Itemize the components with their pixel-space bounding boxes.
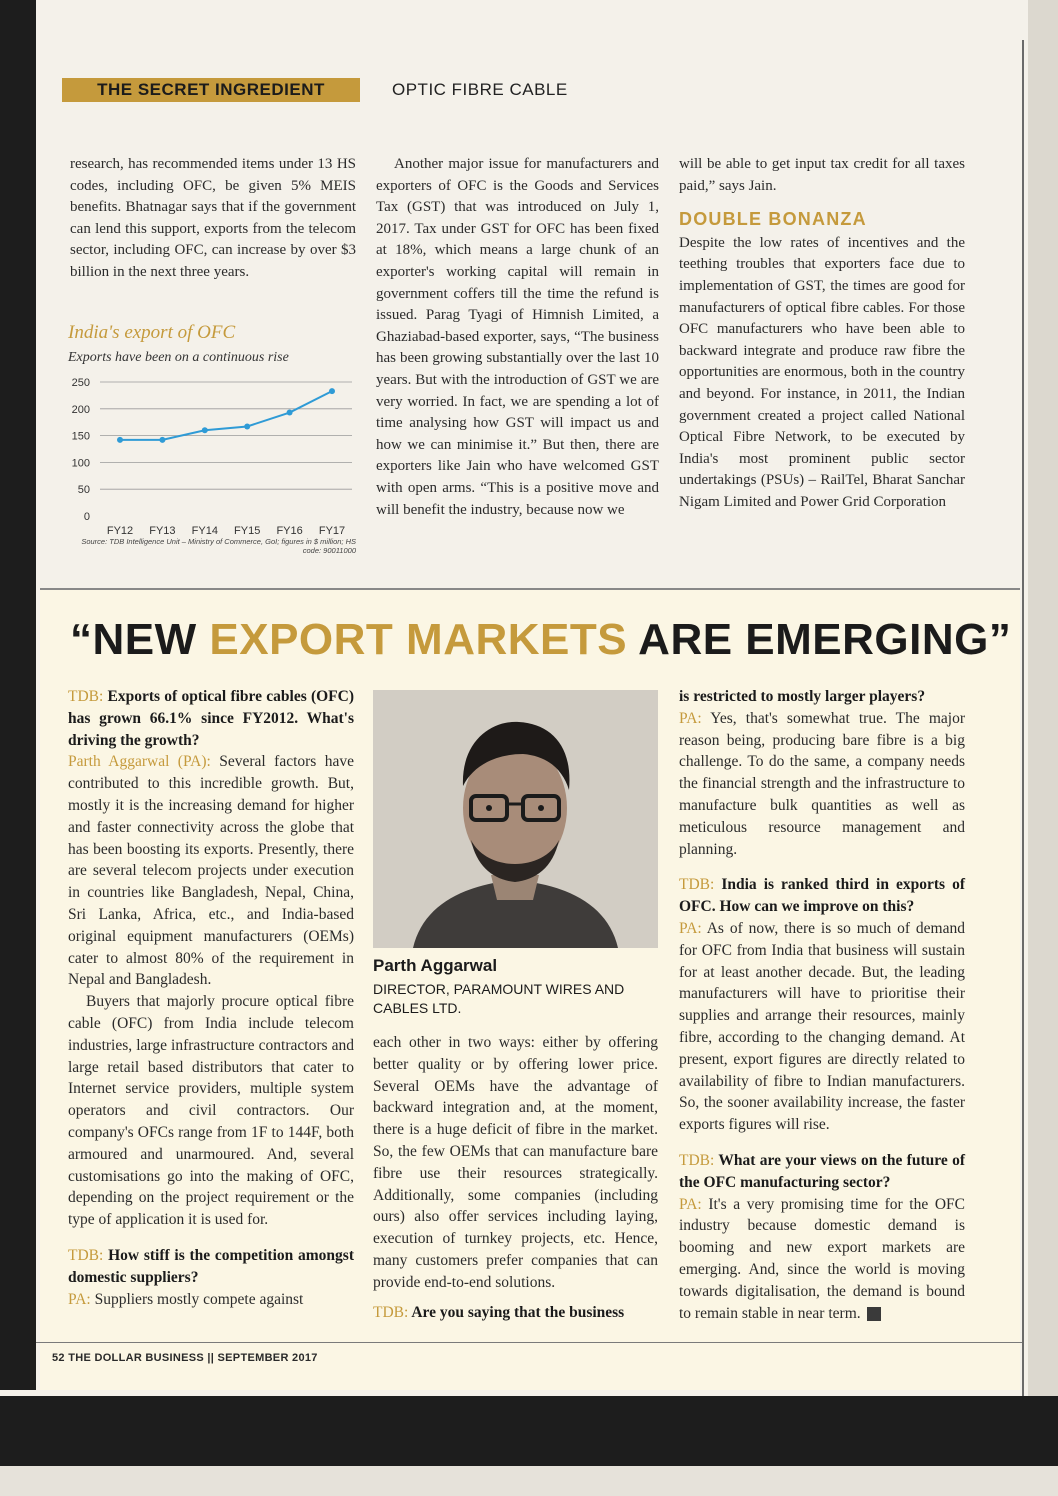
answer-text: each other in two ways: either by offering better quality or by offering lower price. Several OEMs have the advantage of backward integration and, at the moment, there is a huge deficit of fibre in the market. So, the few OEMs that can manufacture bare fibre use their resources strategically. Additionally, some companies (including ours) also offer services including laying, execution of turnkey projects, etc. Hence, many customers prefer companies that can provide end-to-end solutions. <box>373 1034 658 1291</box>
answer-text: As of now, there is so much of demand for OFC from India that business will sustain for at least another decade. But, the leading manufacturers will have to prioritise their supplies and arrange their resources, mainly fibre, according to the changing demand. At present, export figures are directly related to availability of fibre to Indian manufacturers. So, the sooner availability increase, the faster exports figures will rise. <box>679 919 965 1134</box>
photo-caption-name: Parth Aggarwal <box>373 956 498 975</box>
question <box>68 686 354 751</box>
pa-tag: PA: <box>679 1195 702 1213</box>
question-text: How stiff is the competition amongst domestic suppliers? <box>68 1246 355 1286</box>
series-line <box>120 391 332 440</box>
headline-part: “NEW <box>70 615 210 664</box>
answer-text: It's a very promising time for the OFC industry because domestic demand is booming and new export markets are emerging. And, since the world is moving towards digitalisation, the demand is bound to remain stable in near term. <box>679 1195 965 1322</box>
data-point <box>287 410 293 416</box>
photo-caption-role: DIRECTOR, PARAMOUNT WIRES AND CABLES LTD. <box>373 981 625 1016</box>
data-point <box>202 427 208 433</box>
question <box>679 1150 965 1194</box>
question-text: What are your views on the future of the OFC manufacturing sector? <box>679 1151 965 1191</box>
interview-column-3 <box>679 686 965 1324</box>
data-point <box>117 437 123 443</box>
article-column-1 <box>70 154 356 284</box>
headline-highlight: EXPORT MARKETS <box>209 615 628 664</box>
tdb-tag: TDB: <box>679 876 715 894</box>
answer <box>68 751 354 991</box>
x-tick-label: FY16 <box>276 525 303 537</box>
answer-text: Buyers that majorly procure optical fibre cable (OFC) from India include telecom industries, large infrastructure contractors and large retail based distributors that cater to Internet service providers, multiple system operators and civil contractors. Our company's OFCs range from 1F to 144F, both armoured and unarmoured. And, several customisations go into the making of OFC, depending on the project requirement or the type of application it is used for. <box>68 993 354 1229</box>
question-text: India is ranked third in exports of OFC. How can we improve on this? <box>679 876 966 916</box>
data-point <box>244 423 250 429</box>
article-paragraph: will be able to get input tax credit for all taxes paid,” says Jain. <box>679 156 965 194</box>
y-tick-label: 50 <box>77 484 90 497</box>
tdb-tag: TDB: <box>68 1246 104 1264</box>
page-bottom-shadow <box>0 1396 1058 1466</box>
article-column-2 <box>376 154 659 521</box>
interview-column-2-end <box>373 1302 658 1324</box>
interview-headline <box>70 614 1011 666</box>
answer <box>679 708 965 861</box>
pa-tag: PA: <box>68 1290 91 1308</box>
tdb-tag: TDB: <box>373 1304 409 1321</box>
page-right-rule <box>1022 40 1024 1400</box>
page-right-edge <box>1028 0 1058 1496</box>
end-of-article-icon <box>867 1307 881 1321</box>
page-footer: 52 THE DOLLAR BUSINESS || SEPTEMBER 2017 <box>52 1352 318 1364</box>
export-line-chart <box>60 368 360 540</box>
article-paragraph: Another major issue for manufacturers and exporters of OFC is the Goods and Services Tax (GST) that was introduced on July 1, 2017. Tax under GST for OFC has been fixed at 18%, which means a large chunk of an exporter's working capital will remain in government coffers till the time the refund is issued. Parag Tyagi of Himnish Limited, a Ghaziabad-based exporter, says, “The business has been growing substantially over the last 10 years. But with the introduction of GST we are very worried. In fact, we are spending a lot of time analysing how GST will impact us and how we can minimise it.” But then, there are exporters like Jain who have welcomed GST with open arms. “This is a positive move and will benefit the industry, because now we <box>376 156 659 518</box>
pa-tag: PA: <box>679 919 702 937</box>
section-label: THE SECRET INGREDIENT <box>62 78 360 102</box>
page-edge-shadow <box>0 0 36 1390</box>
answer <box>68 1289 354 1311</box>
scan-bottom-margin <box>0 1466 1058 1496</box>
question <box>68 1245 354 1289</box>
portrait-illustration <box>373 690 658 948</box>
y-tick-label: 100 <box>71 457 90 470</box>
headline-part: ARE EMERGING” <box>627 615 1012 664</box>
article-column-3 <box>679 154 965 514</box>
question-text: is restricted to mostly larger players? <box>679 688 926 705</box>
pa-tag: Parth Aggarwal (PA): <box>68 753 211 771</box>
interview-column-1 <box>68 686 354 1310</box>
question-text: Are you saying that the business <box>411 1304 625 1321</box>
interview-column-2 <box>373 1032 658 1294</box>
question-text: Exports of optical fibre cables (OFC) has grown 66.1% since FY2012. What's driving the growth? <box>68 688 355 749</box>
x-tick-label: FY14 <box>191 525 218 537</box>
pa-tag: PA: <box>679 709 702 727</box>
subhead: DOUBLE BONANZA <box>679 209 867 230</box>
answer-text: Yes, that's somewhat true. The major reason being, producing bare fibre is a big challenge. To do the same, a company needs the financial strength and the infrastructure to manufacture bulk quantities as well as meticulous resource management and planning. <box>679 709 965 858</box>
x-tick-label: FY13 <box>149 525 176 537</box>
chart-title: India's export of OFC <box>68 322 236 343</box>
chart-source: Source: TDB Intelligence Unit – Ministry of Commerce, GoI; figures in $ million; HS code: 90011000 <box>81 537 356 555</box>
portrait-photo <box>373 690 658 948</box>
y-tick-label: 250 <box>71 377 90 389</box>
question <box>679 874 965 918</box>
article-paragraph: Despite the low rates of incentives and the teething troubles that exporters face due to implementation of GST, the times are good for manufacturers of optical fibre cables. For those OFC manufacturers who have been able to backward integrate and produce raw fibre the opportunities are enormous, both in the country and beyond. For instance, in 2011, the Indian government created a project called National Optical Fibre Network, to be executed by India's most prominent public sector undertakings (PSUs) – RailTel, Bharat Sanchar Nigam Limited and Power Grid Corporation <box>679 234 965 510</box>
answer <box>679 918 965 1136</box>
x-tick-label: FY15 <box>234 525 261 537</box>
tdb-tag: TDB: <box>68 688 104 705</box>
article-paragraph: research, has recommended items under 13 HS codes, including OFC, be given 5% MEIS benefits. Bhatnagar says that if the government can lend this support, exports from the telecom sector, including OFC, can increase by over $3 billion in the next three years. <box>70 156 356 280</box>
data-point <box>159 437 165 443</box>
y-tick-label: 200 <box>71 403 90 416</box>
x-tick-label: FY12 <box>106 525 134 537</box>
question <box>373 1302 658 1324</box>
y-tick-label: 0 <box>83 511 90 523</box>
x-tick-label: FY17 <box>318 525 346 537</box>
data-point <box>329 388 335 394</box>
answer <box>679 1194 965 1325</box>
interview-box-rule <box>40 588 1020 590</box>
chart-subtitle: Exports have been on a continuous rise <box>68 350 289 365</box>
answer-text: Suppliers mostly compete against <box>94 1290 304 1308</box>
answer-text: Several factors have contributed to this incredible growth. But, mostly it is the increasing demand for higher and faster connectivity across the globe that has been boosting its exports. Presently, there are several telecom projects under execution in countries like Bangladesh, Nepal, China, Sri Lanka, Africa, etc., and India-based original equipment manufacturers (OEMs) cater to almost 80% of the requirement in Nepal and Bangladesh. <box>68 753 355 989</box>
y-tick-label: 150 <box>71 430 90 443</box>
section-topic: OPTIC FIBRE CABLE <box>392 80 568 99</box>
footer-rule <box>36 1342 1022 1343</box>
tdb-tag: TDB: <box>679 1151 715 1169</box>
